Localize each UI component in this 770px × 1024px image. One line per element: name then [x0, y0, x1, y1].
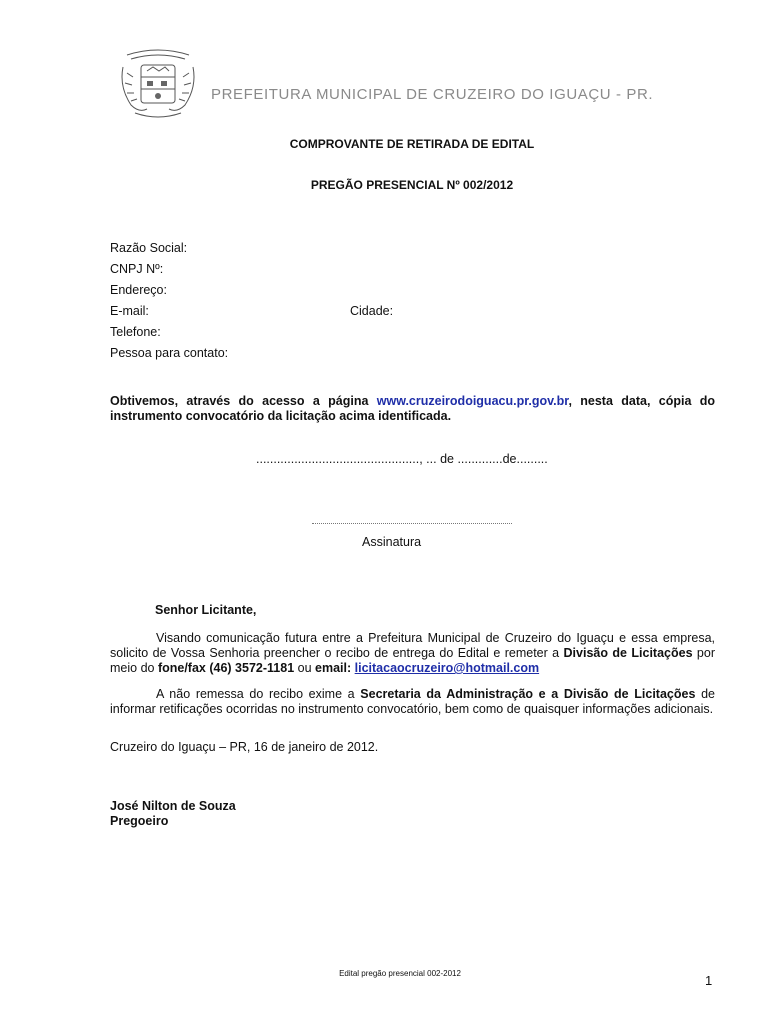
- field-telefone: Telefone:: [110, 325, 161, 339]
- document-title: COMPROVANTE DE RETIRADA DE EDITAL: [289, 137, 535, 151]
- signer-name: José Nilton de Souza: [110, 799, 236, 813]
- signature-line: [312, 523, 512, 524]
- footer-text: Edital pregão presencial 002-2012: [339, 969, 461, 978]
- municipality-title: PREFEITURA MUNICIPAL DE CRUZEIRO DO IGUAÇU - PR.: [211, 86, 654, 103]
- signer-block: [110, 799, 236, 829]
- website-link[interactable]: www.cruzeirodoiguacu.pr.gov.br: [376, 394, 569, 408]
- signature-label: Assinatura: [362, 535, 422, 549]
- statement-paragraph: [110, 394, 715, 424]
- place-and-date: Cruzeiro do Iguaçu – PR, 16 de janeiro de 2012.: [110, 740, 379, 754]
- field-email: E-mail:: [110, 304, 149, 318]
- field-razao-social: Razão Social:: [110, 241, 188, 255]
- signer-role: Pregoeiro: [110, 814, 169, 828]
- notice-paragraph-1: Visando comunicação futura entre a Prefeitura Municipal de Cruzeiro do Iguaçu e essa empresa, solicito de Vossa Senhoria preencher o recibo de entrega do Edital e remeter a Divisão de Licitações por meio do fone/fax (46) 3572-1181 ou email: licitacaocruzeiro@hotmail.com: [110, 631, 715, 675]
- email-link[interactable]: licitacaocruzeiro@hotmail.com: [354, 661, 540, 675]
- date-line: ..............................................., ... de .............de.........: [256, 452, 548, 466]
- municipal-coat-of-arms-icon: [117, 47, 199, 123]
- field-cnpj: CNPJ Nº:: [110, 262, 164, 276]
- statement-text-end: , nesta data, cópia do instrumento convocatório da licitação acima identificada.: [110, 394, 715, 423]
- statement-text-start: Obtivemos, através do acesso a página: [110, 394, 377, 408]
- page-number: 1: [705, 973, 713, 988]
- document-subtitle: PREGÃO PRESENCIAL Nº 002/2012: [310, 178, 514, 192]
- field-endereco: Endereço:: [110, 283, 167, 297]
- notice-paragraph-2: A não remessa do recibo exime a Secretaria da Administração e a Divisão de Licitações de informar retificações ocorridas no instrumento convocatório, bem como de quaisquer informações adicionais.: [110, 687, 715, 716]
- field-pessoa-contato: Pessoa para contato:: [110, 346, 229, 360]
- field-cidade: Cidade:: [350, 304, 394, 318]
- salutation: Senhor Licitante,: [155, 603, 257, 617]
